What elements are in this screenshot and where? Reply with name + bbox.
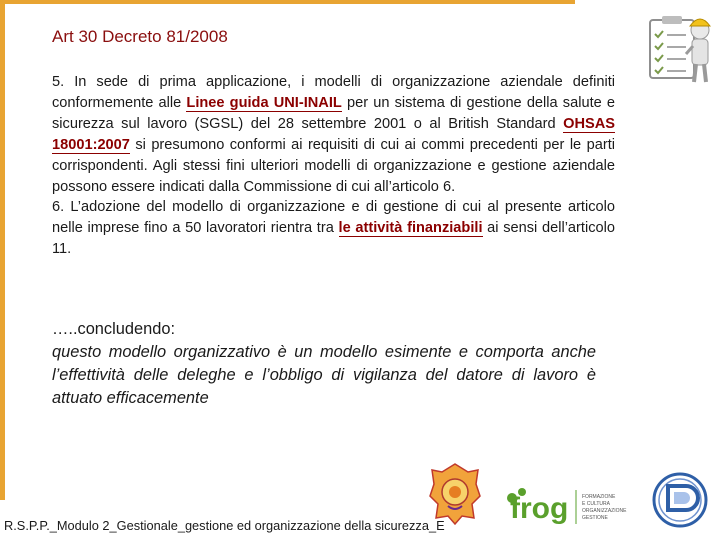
conclusion-lead: …..concludendo:: [52, 320, 176, 338]
article-paragraph-6: [52, 197, 615, 260]
accent-bar-top: [0, 0, 575, 4]
highlight-ohsas: OHSAS 18001:2007: [52, 115, 615, 153]
text-segment: ai sensi dell’articolo 11.: [52, 220, 615, 258]
frog-tagline-2: E CULTURA: [582, 501, 610, 507]
frog-tagline-1: FORMAZIONE: [582, 494, 616, 500]
accent-bar-left: [0, 0, 5, 500]
frog-wordmark: frog: [510, 492, 569, 525]
highlight-uni-inail: Linee guida UNI-INAIL: [186, 94, 342, 111]
conclusion-block: [52, 318, 596, 410]
text-segment: si presumono conformi ai requisiti di cui ai commi precedenti per le parti corrispondenti. Agli stessi fini ulteriori modelli di organizzazione e gestione aziendale possono essere indicati dalla Commissione di cui all’articolo 6.: [52, 136, 615, 195]
frog-tagline-4: GESTIONE: [582, 515, 608, 521]
text-segment: 6. L’adozione del modello di organizzazione e di gestione di cui al presente articolo nelle imprese fino a 50 lavoratori rientra tra: [52, 199, 615, 237]
frog-mark-icon: [502, 474, 642, 530]
highlight-attivita-finanziabili: le attività finanziabili: [338, 220, 483, 237]
conclusion-body: questo modello organizzativo è un modello esimente e comporta anche l’effettività delle deleghe e l’obbligo di vigilanza del datore di lavoro è attuato efficacemente: [52, 343, 596, 407]
frog-tagline-3: ORGANIZZAZIONE: [582, 508, 627, 514]
text-segment: per un sistema di gestione della salute e sicurezza sul lavoro (SGSL) del 28 settembre 2001 o al British Standard: [52, 94, 615, 132]
frog-logo: [502, 474, 642, 530]
text-segment: 5. In sede di prima applicazione, i modelli di organizzazione aziendale definiti conformemente alle: [52, 74, 615, 111]
slide-title: Art 30 Decreto 81/2008: [52, 27, 228, 46]
footer-caption: R.S.P.P._Modulo 2_Gestionale_gestione ed organizzazione della sicurezza_E: [4, 518, 445, 533]
university-logo: [648, 470, 712, 530]
clipboard-checklist-worker-icon: [642, 4, 716, 88]
article-text: [52, 72, 615, 260]
article-paragraph-5: [52, 72, 615, 197]
crest-logo: [428, 462, 482, 526]
